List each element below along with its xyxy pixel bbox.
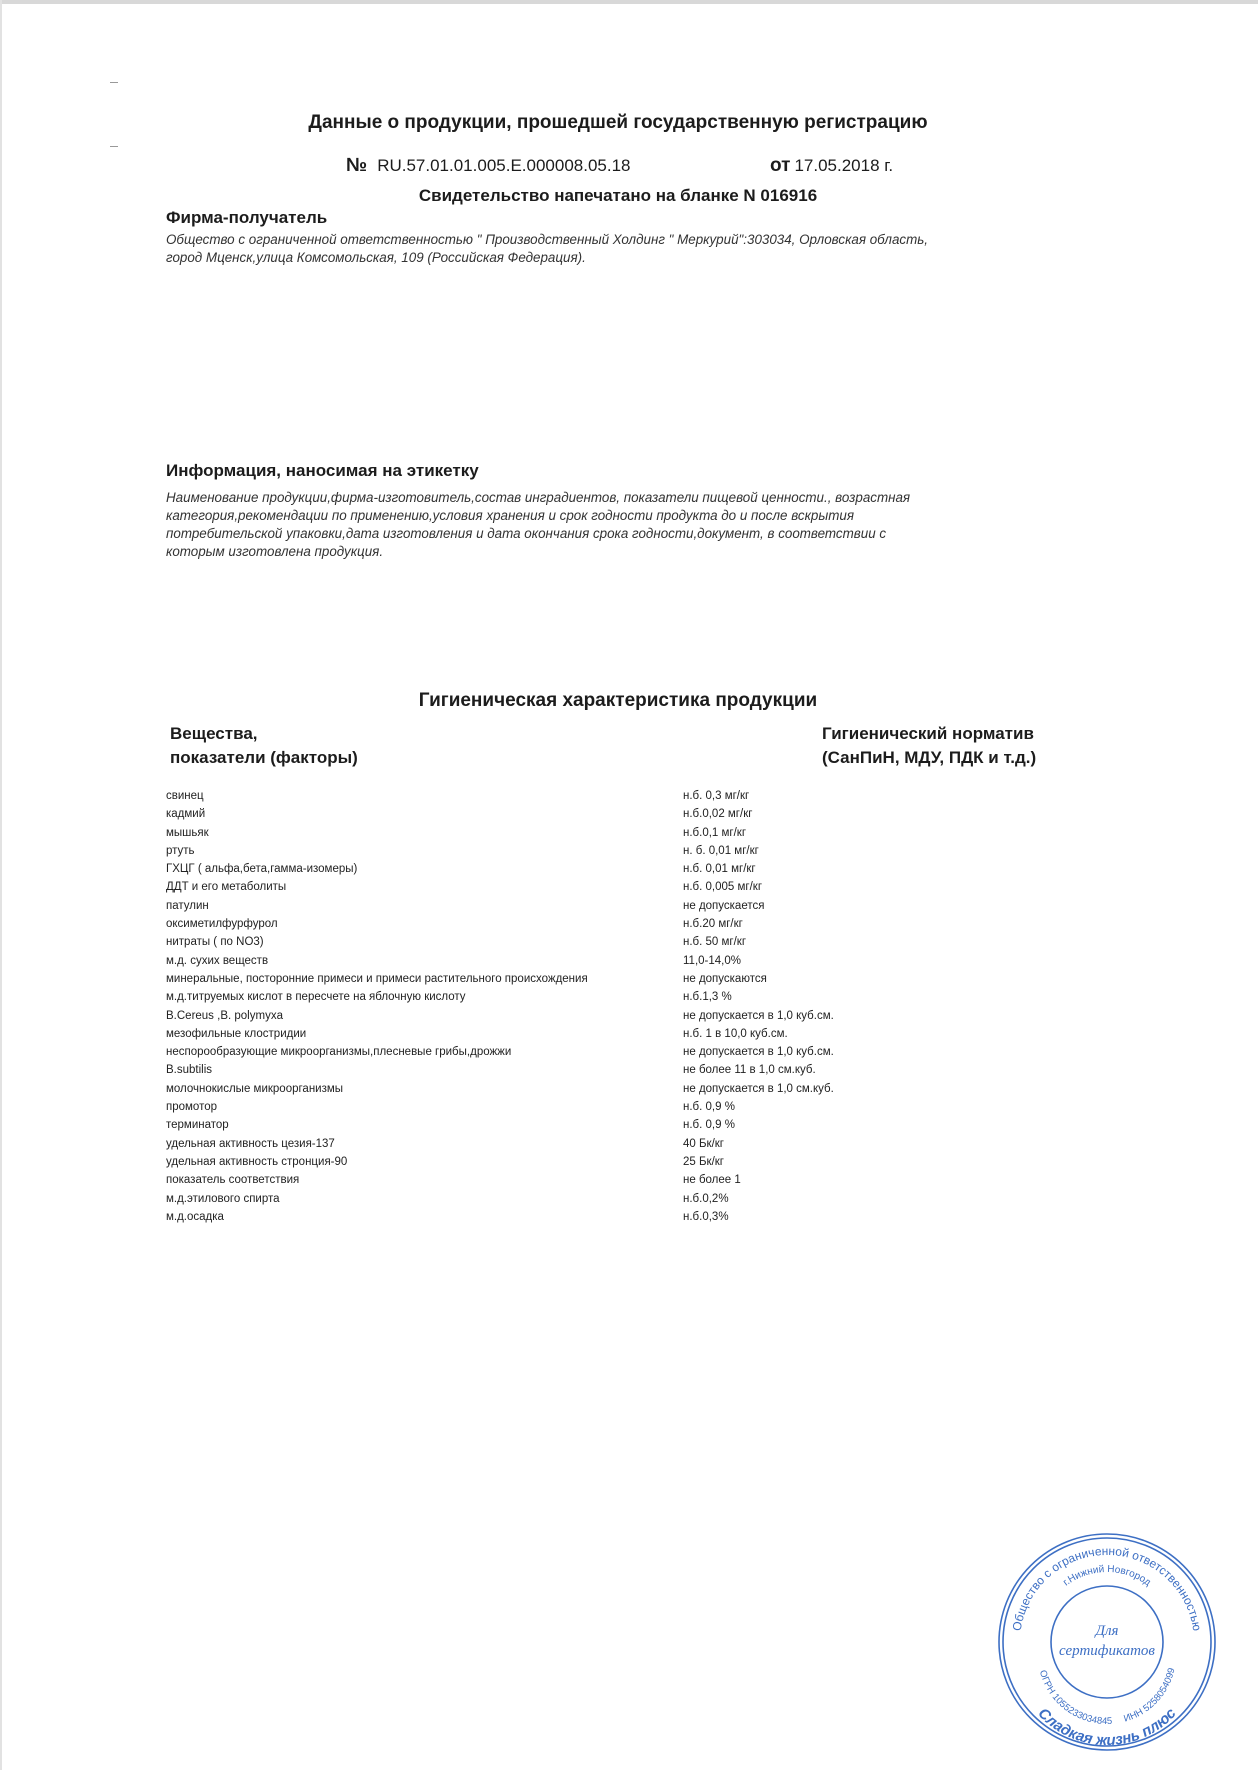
norm-value: н.б. 0,9 % xyxy=(683,1119,735,1132)
recipient-line: Общество с ограниченной ответственностью " Производственный Холдинг " Меркурий":303034, Орловская область, xyxy=(166,232,929,247)
substance-name: мезофильные клостридии xyxy=(166,1027,307,1040)
table-row xyxy=(166,860,1066,878)
substance-name: терминатор xyxy=(166,1119,229,1132)
margin-mark xyxy=(110,82,118,83)
table-row xyxy=(166,897,1066,915)
table-row xyxy=(166,1135,1066,1153)
norm-value: не допускаются xyxy=(683,972,767,985)
reg-number-label: № xyxy=(346,155,368,176)
norm-value: н.б.0,1 мг/кг xyxy=(683,826,747,839)
norm-value: н. б. 0,01 мг/кг xyxy=(683,844,759,857)
table-row xyxy=(166,1043,1066,1061)
stamp-center-line: сертификатов xyxy=(1059,1643,1155,1659)
label-info-heading: Информация, наносимая на этикетку xyxy=(166,461,479,480)
substance-name: м.д.осадка xyxy=(166,1210,224,1223)
substance-name: м.д.этилового спирта xyxy=(166,1192,280,1205)
norm-value: не допускается в 1,0 куб.см. xyxy=(683,1009,834,1022)
recipient-text xyxy=(166,231,1096,267)
reg-date-label: от xyxy=(770,155,791,176)
norm-value: 25 Бк/кг xyxy=(683,1155,724,1168)
blank-number: Свидетельство напечатано на бланке N 016916 xyxy=(418,186,818,205)
table-row xyxy=(166,824,1066,842)
norm-value: н.б.0,02 мг/кг xyxy=(683,808,753,821)
table-row xyxy=(166,1007,1066,1025)
table-row xyxy=(166,1171,1066,1189)
substance-name: ртуть xyxy=(166,844,195,857)
substance-name: молочнокислые микроорганизмы xyxy=(166,1082,344,1095)
stamp-ring-city: г.Нижний Новгород xyxy=(1061,1563,1153,1589)
reg-number-value: RU.57.01.01.005.E.000008.05.18 xyxy=(377,156,631,175)
label-info-line: категория,рекомендации по применению,условия хранения и срок годности продукта до и после вскрытия xyxy=(166,508,854,523)
norm-value: н.б. 0,9 % xyxy=(683,1101,735,1114)
column-header-line: Вещества, xyxy=(170,724,258,743)
table-row xyxy=(166,805,1066,823)
substance-name: показатель соответствия xyxy=(166,1174,300,1187)
substance-name: ДДТ и его метаболиты xyxy=(166,881,287,894)
norm-value: не более 1 xyxy=(683,1174,741,1187)
norm-value: не допускается в 1,0 см.куб. xyxy=(683,1082,834,1095)
reg-date-value: 17.05.2018 г. xyxy=(794,156,894,175)
norm-value: н.б. 0,01 мг/кг xyxy=(683,863,756,876)
substance-name: мышьяк xyxy=(166,826,209,839)
table-row xyxy=(166,1080,1066,1098)
table-row xyxy=(166,1098,1066,1116)
norm-value: н.б. 50 мг/кг xyxy=(683,936,747,949)
norm-value: не допускается xyxy=(683,899,765,912)
stamp-center-line: Для xyxy=(1095,1623,1119,1639)
table-row xyxy=(166,787,1066,805)
norm-value: н.б.0,3% xyxy=(683,1210,729,1223)
column-header-line: (СанПиН, МДУ, ПДК и т.д.) xyxy=(822,748,1037,767)
scan-edge xyxy=(0,0,1258,4)
column-header-line: Гигиенический норматив xyxy=(822,724,1034,743)
substance-name: минеральные, посторонние примеси и примеси растительного происхождения xyxy=(166,972,588,985)
substance-name: промотор xyxy=(166,1101,217,1114)
document-title: Данные о продукции, прошедшей государственную регистрацию xyxy=(308,112,928,133)
table-row xyxy=(166,1061,1066,1079)
norm-value: 40 Бк/кг xyxy=(683,1137,724,1150)
norm-value: н.б.0,2% xyxy=(683,1192,729,1205)
norm-value: н.б. 0,005 мг/кг xyxy=(683,881,763,894)
company-stamp xyxy=(992,1527,1222,1757)
stamp-inn: ИНН 5258054099 xyxy=(1122,1666,1178,1725)
registration-number xyxy=(346,155,631,177)
norm-value: 11,0-14,0% xyxy=(683,954,741,967)
recipient-heading: Фирма-получатель xyxy=(166,208,328,227)
table-row xyxy=(166,915,1066,933)
table-row xyxy=(166,970,1066,988)
substance-name: свинец xyxy=(166,790,204,802)
substance-name: кадмий xyxy=(166,808,206,821)
table-row xyxy=(166,988,1066,1006)
table-row xyxy=(166,842,1066,860)
norm-value: н.б. 1 в 10,0 куб.см. xyxy=(683,1027,788,1040)
substance-name: м.д.титруемых кислот в пересчете на яблочную кислоту xyxy=(166,991,466,1004)
label-info-line: Наименование продукции,фирма-изготовитель,состав ингрaдиентов, показатели пищевой ценности., возрастная xyxy=(166,490,911,505)
substance-name: удельная активность стронция-90 xyxy=(166,1155,348,1168)
substance-name: B.subtilis xyxy=(166,1064,213,1077)
substance-name: удельная активность цезия-137 xyxy=(166,1137,335,1150)
substance-name: м.д. сухих веществ xyxy=(166,954,269,967)
norm-value: н.б. 0,3 мг/кг xyxy=(683,790,750,802)
hygiene-table xyxy=(166,787,1066,1226)
substance-name: B.Cereus ,B. polymyxa xyxy=(166,1009,283,1022)
table-row xyxy=(166,1153,1066,1171)
table-row xyxy=(166,952,1066,970)
column-header-line: показатели (факторы) xyxy=(170,748,358,767)
hygiene-title: Гигиеническая характеристика продукции xyxy=(418,690,818,711)
table-row xyxy=(166,1025,1066,1043)
stamp-ogrn: ОГРН 1055233034845 xyxy=(1036,1668,1113,1728)
label-info-line: которым изготовлена продукция. xyxy=(166,544,384,559)
recipient-line: город Мценск,улица Комсомольская, 109 (Российская Федерация). xyxy=(166,250,586,265)
table-row xyxy=(166,878,1066,896)
substance-name: нитраты ( по NO3) xyxy=(166,936,264,949)
norm-value: н.б.1,3 % xyxy=(683,991,732,1004)
table-row xyxy=(166,933,1066,951)
scan-edge xyxy=(0,0,2,1770)
registration-date xyxy=(770,155,893,177)
margin-mark xyxy=(110,146,118,147)
substance-name: неспорообразующие микроорганизмы,плесневые грибы,дрожжи xyxy=(166,1046,512,1059)
substances-column-header xyxy=(170,722,358,770)
stamp-ring-top: Общество с ограниченной ответственностью xyxy=(1009,1543,1205,1632)
table-row xyxy=(166,1190,1066,1208)
table-row xyxy=(166,1208,1066,1226)
norm-column-header xyxy=(822,722,1036,770)
stamp-ring-bottom: Сладкая жизнь плюс xyxy=(1034,1704,1180,1750)
label-info-text xyxy=(166,489,1096,561)
substance-name: ГХЦГ ( альфа,бета,гамма-изомеры) xyxy=(166,863,358,876)
norm-value: н.б.20 мг/кг xyxy=(683,918,743,931)
substance-name: оксиметилфурфурол xyxy=(166,918,278,931)
norm-value: не допускается в 1,0 куб.см. xyxy=(683,1046,834,1059)
table-row xyxy=(166,1116,1066,1134)
substance-name: патулин xyxy=(166,899,209,912)
norm-value: не более 11 в 1,0 см.куб. xyxy=(683,1064,816,1077)
label-info-line: потребительской упаковки,дата изготовления и дата окончания срока годности,документ, в соответствии с xyxy=(166,526,887,541)
